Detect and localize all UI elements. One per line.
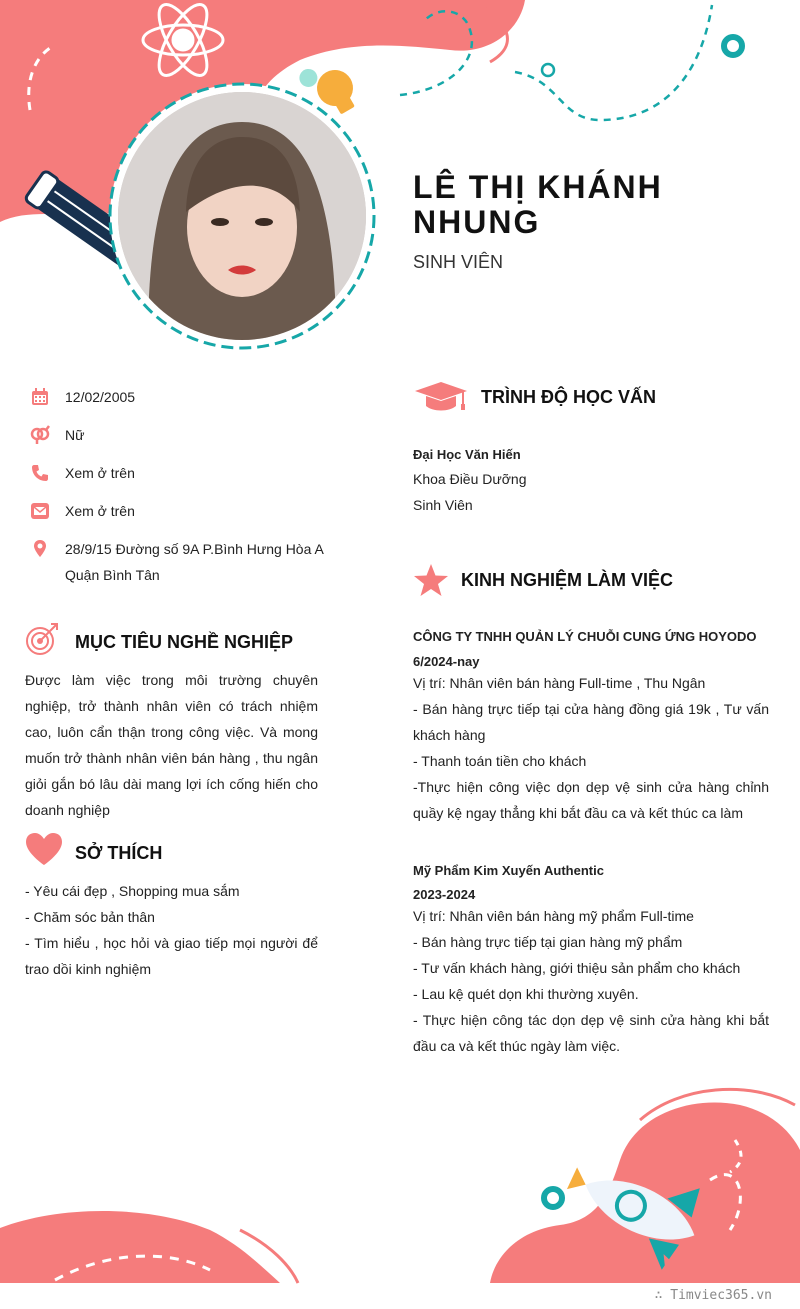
job-line: Vị trí: Nhân viên bán hàng mỹ phẩm Full-time xyxy=(413,908,694,924)
hobby-item: - Yêu cái đẹp , Shopping mua sắm xyxy=(25,883,240,899)
profile-title: SINH VIÊN xyxy=(413,252,504,272)
job-period: 2023-2024 xyxy=(413,887,476,902)
profile-name: LÊ THỊ KHÁNH NHUNG xyxy=(413,169,663,240)
hobbies-list xyxy=(25,878,318,982)
contact-address-text: 28/9/15 Đường số 9A P.Bình Hưng Hòa A Quận Bình Tân xyxy=(65,541,324,583)
ring xyxy=(544,1189,562,1207)
job-line: - Thực hiện công tác dọn dẹp vệ sinh cửa hàng khi bắt đầu ca và kết thúc ngày làm việc. xyxy=(413,1012,769,1054)
job-entry xyxy=(413,863,769,1059)
education-heading: TRÌNH ĐỘ HỌC VẤN xyxy=(481,387,656,407)
contact-birthday-text: 12/02/2005 xyxy=(65,389,136,405)
dashed-line xyxy=(515,5,712,120)
mail-icon xyxy=(30,501,50,521)
target-icon xyxy=(25,622,59,656)
job-line: - Lau kệ quét dọn khi thường xuyên. xyxy=(413,986,639,1002)
ring xyxy=(724,37,742,55)
ring xyxy=(542,64,554,76)
contact-email-text: Xem ở trên xyxy=(65,503,135,519)
contact-phone-text: Xem ở trên xyxy=(65,465,135,481)
objective-text: Được làm việc trong môi trường chuyên nghiệp, trở thành nhân viên có trách nhiệm cao, luôn cẩn thận trong công việc. Và mong muốn trở thành nhân viên bán hàng , thu ngân giỏi gắn bó lâu dài mang lợi ích cống hiến cho doanh nghiệp xyxy=(25,672,318,818)
hobby-item: - Chăm sóc bản thân xyxy=(25,909,155,925)
education-faculty: Khoa Điều Dưỡng xyxy=(413,471,527,487)
experience-heading: KINH NGHIỆM LÀM VIỆC xyxy=(461,570,674,590)
calendar-icon xyxy=(30,387,50,407)
hobby-item: - Tìm hiểu , học hỏi và giao tiếp mọi người để trao dồi kinh nghiệm xyxy=(25,935,318,977)
graduation-cap-icon xyxy=(413,380,469,414)
objective-heading: MỤC TIÊU NGHỀ NGHIỆP xyxy=(75,632,294,652)
gender-icon xyxy=(30,425,50,445)
job-line: -Thực hiện công việc dọn dẹp vệ sinh cửa hàng chỉnh quầy kệ ngay thẳng khi bắt đầu ca và kết thúc ca làm xyxy=(413,779,769,821)
star-icon xyxy=(413,563,449,597)
hobbies-heading: SỞ THÍCH xyxy=(75,843,163,863)
bottom-left-blob xyxy=(0,1211,280,1283)
heart-icon xyxy=(25,832,63,866)
avatar xyxy=(118,92,366,340)
job-line: - Thanh toán tiền cho khách xyxy=(413,753,587,769)
education-status: Sinh Viên xyxy=(413,497,473,513)
avatar-illustration xyxy=(118,92,366,340)
job-company: Mỹ Phẩm Kim Xuyến Authentic xyxy=(413,863,604,878)
education-school: Đại Học Văn Hiến xyxy=(413,447,521,462)
location-icon xyxy=(30,539,50,559)
job-line: Vị trí: Nhân viên bán hàng Full-time , Thu Ngân xyxy=(413,675,706,691)
job-line: - Bán hàng trực tiếp tại cửa hàng đồng giá 19k , Tư vấn khách hàng xyxy=(413,701,769,743)
job-line: - Bán hàng trực tiếp tại gian hàng mỹ phẩm xyxy=(413,934,683,950)
phone-icon xyxy=(30,463,50,483)
watermark: ∴ Timviec365.vn xyxy=(654,1288,772,1303)
job-company: CÔNG TY TNHH QUẢN LÝ CHUỖI CUNG ỨNG HOYODO xyxy=(413,629,757,644)
job-line: - Tư vấn khách hàng, giới thiệu sản phẩm cho khách xyxy=(413,960,741,976)
job-period: 6/2024-nay xyxy=(413,654,480,669)
job-entry xyxy=(413,629,769,826)
contact-gender-text: Nữ xyxy=(65,427,85,443)
